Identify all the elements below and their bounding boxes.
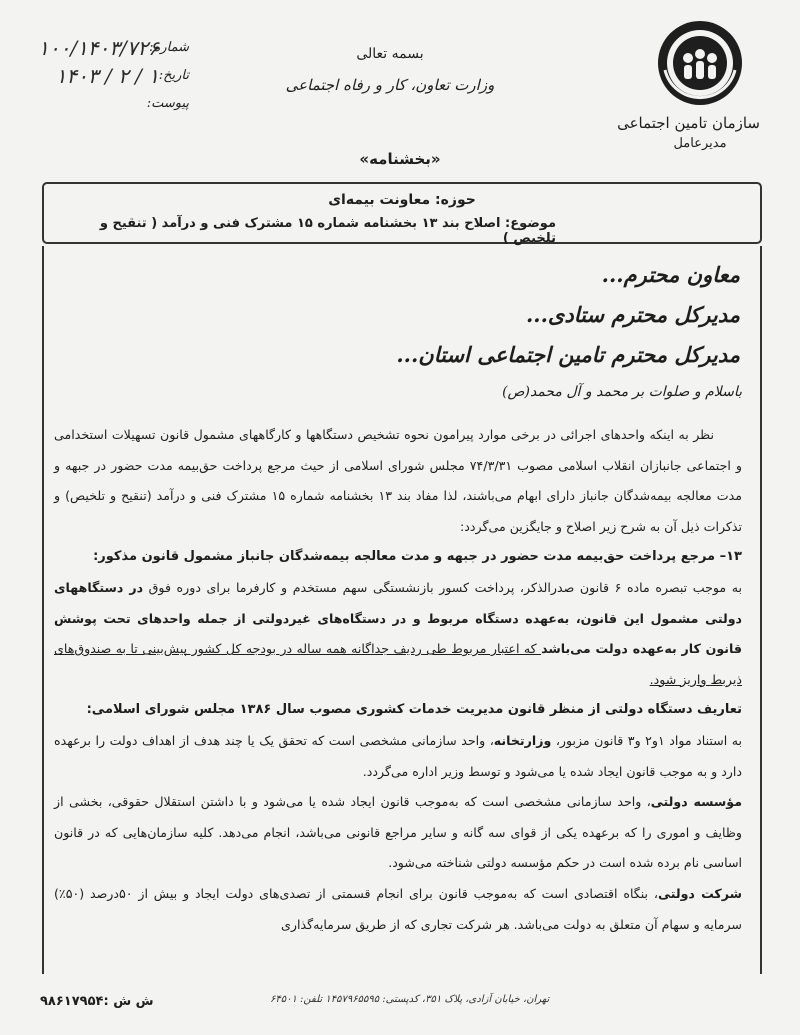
number-value: ۱۰۰/۱۴۰۳/۷۲۶ <box>38 36 159 60</box>
subject-area: حوزه: معاونت بیمه‌ای <box>328 192 476 208</box>
company-def: ، بنگاه اقتصادی است که به‌موجب قانون برای انجام قسمتی از تصدی‌های دولت ایجاد و بیش از ۵۰درصد (۵۰٪) سرمایه و سهام آن متعلق به دولت می‌باشد. هر شرکت تجاری که از طریق سرمایه‌گذاری <box>54 885 742 932</box>
salutations <box>140 262 740 382</box>
bismillah: بسمه تعالی <box>356 46 424 62</box>
footer-tracking-number: ش ش :۹۸۶۱۷۹۵۴ <box>40 994 154 1009</box>
ministry-def-a: به استناد مواد ۱و۲ و۳ قانون مزبور، <box>551 732 742 748</box>
item-13-text-a: به موجب تبصره ماده ۶ قانون صدرالذکر، پرداخت کسور بازنشستگی سهم مستخدم و کارفرما برای دوره فوق <box>143 579 742 595</box>
date-value: ۱۴۰۳ / ۲ / ۱ <box>55 64 159 88</box>
paragraph-institution-definition <box>54 787 742 879</box>
org-name: سازمان تامین اجتماعی <box>617 114 760 132</box>
org-logo <box>617 18 760 168</box>
institution-term: مؤسسه دولتی <box>650 794 742 810</box>
salutation-1: معاون محترم... <box>601 262 740 287</box>
date-label: تاریخ: <box>158 68 189 83</box>
org-signatory-title: مدیرعامل <box>673 136 727 151</box>
letter-head-center <box>260 46 520 94</box>
social-security-emblem-icon <box>655 18 745 108</box>
subject-line: موضوع: اصلاح بند ۱۳ بخشنامه شماره ۱۵ مشترک فنی و درآمد ( تنقیح و تلخیص ) <box>99 216 556 246</box>
subject-box <box>42 182 762 244</box>
heading-item-13: ۱۳– مرجع پرداخت حق‌بیمه مدت حضور در جبهه و مدت معالجه بیمه‌شدگان جانباز مشمول قانون مذکور: <box>93 549 742 565</box>
ministry-term: وزارتخانه <box>493 732 552 748</box>
item-13-text-c: که اعتبار مربوط طی ردیف جداگانه همه ساله در بودجه کل کشور پیش‌بینی تا به صندوق‌های ذیربط واریز شود. <box>54 641 742 687</box>
item-13-text-bold: در دستگاههای دولتی مشمول این قانون، به‌عهده دستگاه مربوط و در دستگاه‌های غیردولتی از جمله واحدهای تحت پوشش قانون کار به‌عهده دولت می‌باشد <box>54 579 742 657</box>
salutation-2: مدیرکل محترم ستادی... <box>525 302 740 327</box>
meta-date-row <box>24 64 189 90</box>
letter-meta <box>24 36 189 120</box>
institution-def: ، واحد سازمانی مشخصی است که به‌موجب قانون ایجاد شده یا می‌شود و با داشتن استقلال حقوقی، بخشی از وظایف و اموری را که برعهده یکی از قوای سه گانه و سایر مراجع قانونی می‌باشد، انجام می‌دهد. کلیه سازمان‌هایی که در قانون اساسی نام برده شده است در حکم مؤسسه دولتی شناخته می‌شود. <box>54 794 742 871</box>
salutation-3: مدیرکل محترم تامین اجتماعی استان... <box>396 342 740 367</box>
paragraph-company-definition <box>54 879 742 940</box>
paragraph-intro: نظر به اینکه واحدهای اجرائی در برخی موارد پیرامون نحوه تشخیص دستگاهها و کارگاههای مشمول قانون تسهیلات استخدامی و اجتماعی جانبازان انقلاب اسلامی مصوب ۷۴/۳/۳۱ مجلس شورای اسلامی از حیث مرجع پرداخت حق‌بیمه مدت حضور در جبهه و مدت معالجه بیمه‌شدگان جانباز دارای ابهام می‌باشند، لذا مفاد بند ۱۳ بخشنامه شماره ۱۵ مشترک فنی و درآمد (تنقیح و تلخیص) و تذکرات ذیل آن به شرح زیر اصلاح و جایگزین می‌گردد: <box>54 427 742 534</box>
heading-definitions: تعاریف دستگاه دولتی از منظر قانون مدیریت خدمات کشوری مصوب سال ۱۳۸۶ مجلس شورای اسلامی: <box>86 702 742 718</box>
attachment-label: پیوست: <box>146 96 189 111</box>
ministry-def-b: ، واحد سازمانی مشخصی است که تحقق یک یا چند هدف از اهداف دولت را برعهده دارد و به موجب قانون ایجاد شده یا می‌شود و توسط وزیر اداره می‌گردد. <box>54 732 742 779</box>
number-label: شماره: <box>149 40 189 55</box>
paragraph-ministry-definition <box>54 726 742 787</box>
ministry-name: وزارت تعاون، کار و رفاه اجتماعی <box>285 76 495 94</box>
meta-attachment-row <box>24 92 189 118</box>
company-term: شرکت دولتی <box>657 885 742 901</box>
meta-number-row <box>24 36 189 62</box>
circular-title: «بخشنامه» <box>359 150 441 168</box>
paragraph-item-13 <box>54 573 742 695</box>
body-text <box>54 420 742 940</box>
footer-address: تهران، خیابان آزادی، پلاک ۳۵۱، کدپستی: ۱۴۵۷۹۶۵۵۹۵ تلفن: ۶۴۵۰۱ <box>270 994 550 1005</box>
greeting: باسلام و صلوات بر محمد و آل محمد(ص) <box>502 384 742 400</box>
